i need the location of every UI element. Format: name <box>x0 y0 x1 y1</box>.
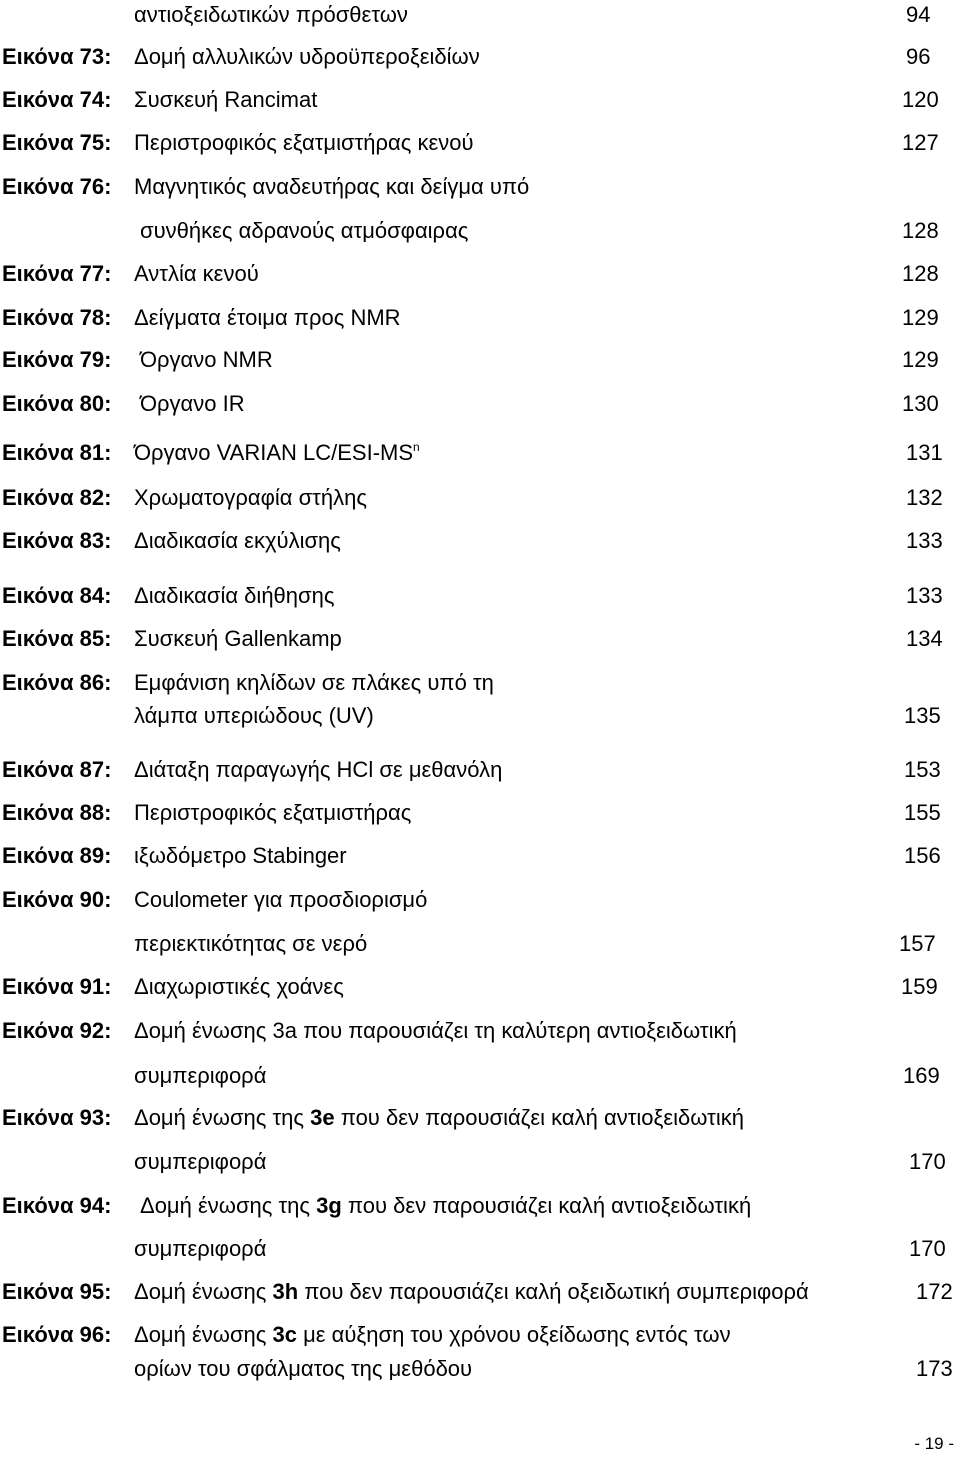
entry-title-part: Δομή ένωσης <box>134 1018 273 1043</box>
entry-title: Διαδικασία εκχύλισης <box>134 528 341 553</box>
toc-entry-86 <box>0 668 960 698</box>
entry-title: Διαχωριστικές χοάνες <box>134 974 344 999</box>
entry-title-part: με αύξηση του χρόνου οξείδωσης εντός των <box>296 1322 731 1347</box>
entry-title: Αντλία κενού <box>134 261 259 286</box>
entry-title: συμπεριφορά <box>134 1236 267 1261</box>
toc-entry-91 <box>0 972 960 1002</box>
toc-entry-89 <box>0 841 960 871</box>
toc-entry-continued <box>0 0 960 30</box>
entry-label: Εικόνα 96: <box>2 1322 112 1347</box>
entry-title: Συσκευή Rancimat <box>134 87 318 112</box>
entry-title: ορίων του σφάλματος της μεθόδου <box>134 1356 473 1381</box>
entry-label: Εικόνα 89: <box>2 843 112 868</box>
entry-page: 153 <box>904 757 941 782</box>
entry-label: Εικόνα 81: <box>2 440 112 465</box>
entry-page: 132 <box>906 485 943 510</box>
entry-title <box>140 1191 751 1221</box>
entry-label: Εικόνα 90: <box>2 887 112 912</box>
entry-label: Εικόνα 87: <box>2 757 112 782</box>
toc-entry-85 <box>0 624 960 654</box>
toc-entry-84 <box>0 581 960 611</box>
entry-page: 129 <box>902 347 939 372</box>
compound-id: 3a <box>272 1018 297 1043</box>
entry-title <box>134 1016 737 1046</box>
entry-title: συνθήκες αδρανούς ατμόσφαιρας <box>140 218 469 243</box>
entry-page: 159 <box>901 974 938 999</box>
entry-title: Όργανο IR <box>140 391 245 416</box>
toc-entry-90 <box>0 885 960 915</box>
entry-title-part: Δομή ένωσης <box>134 1279 273 1304</box>
entry-label: Εικόνα 77: <box>2 261 112 286</box>
entry-label: Εικόνα 79: <box>2 347 112 372</box>
entry-page: 94 <box>906 2 931 27</box>
page-number: - 19 - <box>914 1434 954 1453</box>
entry-title: Μαγνητικός αναδευτήρας και δείγμα υπό <box>134 174 530 199</box>
entry-title-part: που δεν παρουσιάζει καλή αντιοξειδωτική <box>341 1193 752 1218</box>
entry-label: Εικόνα 73: <box>2 44 112 69</box>
entry-page: 131 <box>906 440 943 465</box>
entry-title: Διάταξη παραγωγής HCl σε μεθανόλη <box>134 757 503 782</box>
compound-id: 3g <box>316 1193 342 1218</box>
entry-title: Coulometer για προσδιορισμό <box>134 887 428 912</box>
entry-page: 135 <box>904 703 941 728</box>
entry-page: 169 <box>903 1063 940 1088</box>
entry-title-text: Όργανο VARIAN LC/ESI-MS <box>134 440 414 465</box>
entry-page: 129 <box>902 305 939 330</box>
entry-title <box>134 438 420 468</box>
entry-page: 128 <box>902 218 939 243</box>
entry-label: Εικόνα 83: <box>2 528 112 553</box>
entry-page: 170 <box>909 1149 946 1174</box>
toc-entry-76 <box>0 172 960 202</box>
toc-entry-74 <box>0 85 960 115</box>
compound-id: 3h <box>272 1279 299 1304</box>
compound-id: 3e <box>310 1105 335 1130</box>
entry-title <box>134 1320 731 1350</box>
entry-page: 173 <box>916 1356 953 1381</box>
entry-title-part: Δομή ένωσης <box>134 1322 273 1347</box>
entry-page: 127 <box>902 130 939 155</box>
toc-entry-73 <box>0 42 960 72</box>
entry-title: Όργανο NMR <box>140 347 273 372</box>
entry-title: συμπεριφορά <box>134 1149 267 1174</box>
compound-id: 3c <box>272 1322 297 1347</box>
toc-entry-90-continued <box>0 929 960 959</box>
entry-title: Περιστροφικός εξατμιστήρας <box>134 800 412 825</box>
toc-entry-77 <box>0 259 960 289</box>
entry-title: αντιοξειδωτικών πρόσθετων <box>134 2 408 27</box>
entry-label: Εικόνα 92: <box>2 1018 112 1043</box>
toc-entry-93 <box>0 1103 960 1133</box>
entry-page: 120 <box>902 87 939 112</box>
entry-title: περιεκτικότητας σε νερό <box>134 931 368 956</box>
entry-label: Εικόνα 93: <box>2 1105 112 1130</box>
entry-page: 172 <box>916 1279 953 1304</box>
toc-entry-81 <box>0 438 960 468</box>
toc-entry-92-continued <box>0 1061 960 1091</box>
entry-page: 134 <box>906 626 943 651</box>
entry-title: λάμπα υπεριώδους (UV) <box>134 703 374 728</box>
entry-page: 170 <box>909 1236 946 1261</box>
entry-page: 156 <box>904 843 941 868</box>
entry-label: Εικόνα 85: <box>2 626 112 651</box>
entry-title-part: που δεν παρουσιάζει καλή αντιοξειδωτική <box>334 1105 744 1130</box>
entry-page: 130 <box>902 391 939 416</box>
entry-label: Εικόνα 84: <box>2 583 112 608</box>
entry-title-part: που δεν παρουσιάζει καλή οξειδωτική συμπεριφορά <box>298 1279 809 1304</box>
entry-page: 157 <box>899 931 936 956</box>
entry-page: 128 <box>902 261 939 286</box>
entry-title: Χρωματογραφία στήλης <box>134 485 367 510</box>
entry-title: Συσκευή Gallenkamp <box>134 626 342 651</box>
toc-entry-78 <box>0 303 960 333</box>
toc-entry-75 <box>0 128 960 158</box>
entry-title: Εμφάνιση κηλίδων σε πλάκες υπό τη <box>134 670 494 695</box>
entry-label: Εικόνα 88: <box>2 800 112 825</box>
toc-entry-86-continued <box>0 701 960 731</box>
toc-entry-87 <box>0 755 960 785</box>
entry-label: Εικόνα 75: <box>2 130 112 155</box>
toc-entry-95 <box>0 1277 960 1307</box>
entry-title-part: που παρουσιάζει τη καλύτερη αντιοξειδωτική <box>296 1018 737 1043</box>
entry-label: Εικόνα 78: <box>2 305 112 330</box>
entry-title: Δομή αλλυλικών υδροϋπεροξειδίων <box>134 44 480 69</box>
toc-entry-88 <box>0 798 960 828</box>
entry-title-part: Δομή ένωσης της <box>134 1105 311 1130</box>
toc-entry-94-continued <box>0 1234 960 1264</box>
entry-title: Διαδικασία διήθησης <box>134 583 335 608</box>
entry-label: Εικόνα 86: <box>2 670 112 695</box>
entry-label: Εικόνα 94: <box>2 1193 112 1218</box>
entry-page: 133 <box>906 528 943 553</box>
toc-entry-96 <box>0 1320 960 1350</box>
entry-label: Εικόνα 82: <box>2 485 112 510</box>
entry-title: Περιστροφικός εξατμιστήρας κενού <box>134 130 474 155</box>
toc-entry-93-continued <box>0 1147 960 1177</box>
toc-entry-82 <box>0 483 960 513</box>
entry-label: Εικόνα 91: <box>2 974 112 999</box>
toc-entry-80 <box>0 389 960 419</box>
entry-label: Εικόνα 80: <box>2 391 112 416</box>
entry-label: Εικόνα 74: <box>2 87 112 112</box>
toc-entry-92 <box>0 1016 960 1046</box>
entry-label: Εικόνα 76: <box>2 174 112 199</box>
entry-page: 133 <box>906 583 943 608</box>
toc-entry-76-continued <box>0 216 960 246</box>
entry-title: Δείγματα έτοιμα προς NMR <box>134 305 401 330</box>
entry-title: συμπεριφορά <box>134 1063 267 1088</box>
toc-entry-83 <box>0 526 960 556</box>
superscript: n <box>413 440 420 454</box>
entry-title-part: Δομή ένωσης της <box>140 1193 317 1218</box>
toc-entry-96-continued <box>0 1354 960 1384</box>
toc-entry-79 <box>0 345 960 375</box>
entry-title <box>134 1277 809 1307</box>
entry-page: 96 <box>906 44 931 69</box>
entry-title <box>134 1103 744 1133</box>
entry-title: ιξωδόμετρο Stabinger <box>134 843 347 868</box>
toc-entry-94 <box>0 1191 960 1221</box>
entry-page: 155 <box>904 800 941 825</box>
entry-label: Εικόνα 95: <box>2 1279 112 1304</box>
